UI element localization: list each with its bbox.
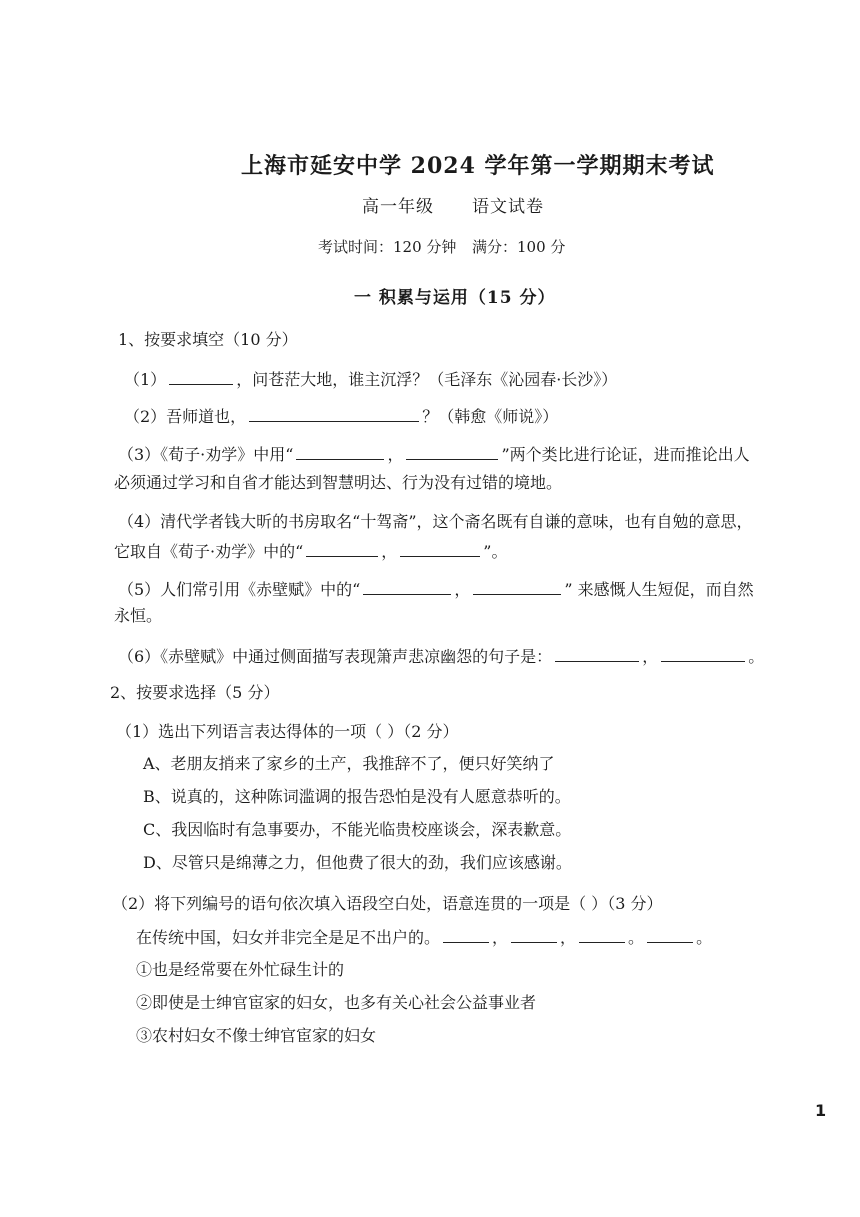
fill-item-6 — [118, 645, 764, 668]
answer-blank[interactable] — [555, 645, 639, 662]
passage-text: 在传统中国，妇女并非完全是足不出户的。 — [136, 928, 441, 947]
fill-item-4-line1: （4）清代学者钱大昕的书房取名“十驾斋”，这个斋名既有自谦的意味，也有自勉的意思， — [118, 512, 753, 531]
sentence-1: ①也是经常要在外忙碌生计的 — [136, 960, 345, 979]
fill-item-6-prefix: （6）《赤壁赋》中通过侧面描写表现箫声悲凉幽怨的句子是： — [118, 647, 553, 666]
answer-blank[interactable] — [661, 645, 745, 662]
answer-blank[interactable] — [511, 926, 557, 943]
answer-blank[interactable] — [406, 443, 498, 460]
fill-item-1-prefix: （1） — [124, 370, 167, 389]
answer-blank[interactable] — [647, 926, 693, 943]
fill-item-3-text: ”两个类比进行论证，进而推论出人 — [501, 445, 750, 464]
sentence-2: ②即使是士绅官宦家的妇女，也多有关心社会公益事业者 — [136, 993, 537, 1012]
exam-title: 上海市延安中学 2024 学年第一学期期末考试 — [241, 153, 715, 179]
answer-blank[interactable] — [443, 926, 489, 943]
grade-label: 高一年级 — [362, 197, 434, 217]
passage-comma: ， — [492, 928, 509, 947]
fill-item-4-end: ”。 — [483, 542, 508, 561]
answer-blank[interactable] — [306, 540, 378, 557]
sentence-3: ③农村妇女不像士绅官宦家的妇女 — [136, 1026, 377, 1045]
section-heading: 一 积累与运用（15 分） — [354, 288, 556, 308]
fill-item-5-comma: ， — [454, 580, 471, 599]
choice-option-d[interactable]: D、尽管只是绵薄之力，但他费了很大的劲，我们应该感谢。 — [143, 853, 572, 872]
fill-item-4-prefix: 它取自《荀子·劝学》中的“ — [114, 542, 304, 561]
fill-item-3 — [118, 443, 750, 466]
choice-option-c[interactable]: C、我因临时有急事要办，不能光临贵校座谈会，深表歉意。 — [143, 820, 572, 839]
answer-blank[interactable] — [473, 578, 561, 595]
fill-item-6-comma: ， — [642, 647, 659, 666]
choice-option-a[interactable]: A、老朋友捎来了家乡的土产，我推辞不了，便只好笑纳了 — [143, 754, 555, 773]
subject-label: 语文试卷 — [472, 197, 544, 217]
fill-item-5-continued: 永恒。 — [114, 606, 163, 625]
fill-item-1 — [124, 368, 617, 391]
passage-period: 。 — [696, 928, 713, 947]
fill-item-5-prefix: （5）人们常引用《赤壁赋》中的“ — [118, 580, 361, 599]
fill-item-2 — [124, 405, 558, 428]
answer-blank[interactable] — [400, 540, 480, 557]
question-1-heading: 1、按要求填空（10 分） — [118, 330, 298, 349]
fill-item-2-text: ？（韩愈《师说》） — [422, 407, 559, 426]
passage-comma: ， — [560, 928, 577, 947]
fill-item-3-continued: 必须通过学习和自省才能达到智慧明达、行为没有过错的境地。 — [114, 473, 563, 492]
full-score: 满分：100 分 — [472, 238, 566, 256]
choice-question-1-stem: （1）选出下列语言表达得体的一项（ ）（2 分） — [116, 722, 459, 741]
fill-item-4 — [114, 540, 507, 563]
answer-blank[interactable] — [363, 578, 451, 595]
fill-item-5-text: ” 来感慨人生短促，而自然 — [564, 580, 754, 599]
answer-blank[interactable] — [296, 443, 384, 460]
answer-blank[interactable] — [169, 368, 233, 385]
fill-item-5 — [118, 578, 754, 601]
exam-time: 考试时间：120 分钟 — [318, 238, 457, 256]
choice-question-2-stem: （2）将下列编号的语句依次填入语段空白处，语意连贯的一项是（ ）（3 分） — [112, 894, 663, 913]
passage-period: 。 — [628, 928, 645, 947]
passage-line — [136, 926, 712, 949]
fill-item-4-comma: ， — [381, 542, 398, 561]
fill-item-6-end: 。 — [748, 647, 765, 666]
question-2-heading: 2、按要求选择（5 分） — [110, 683, 280, 702]
fill-item-1-text: ，问苍茫大地，谁主沉浮？（毛泽东《沁园春·长沙》） — [236, 370, 618, 389]
fill-item-3-prefix: （3）《荀子·劝学》中用“ — [118, 445, 294, 464]
choice-option-b[interactable]: B、说真的，这种陈词滥调的报告恐怕是没有人愿意恭听的。 — [143, 787, 571, 806]
fill-item-2-prefix: （2）吾师道也， — [124, 407, 247, 426]
page-number: 1 — [815, 1101, 827, 1120]
fill-item-3-comma: ， — [387, 445, 404, 464]
answer-blank[interactable] — [249, 405, 419, 422]
answer-blank[interactable] — [579, 926, 625, 943]
